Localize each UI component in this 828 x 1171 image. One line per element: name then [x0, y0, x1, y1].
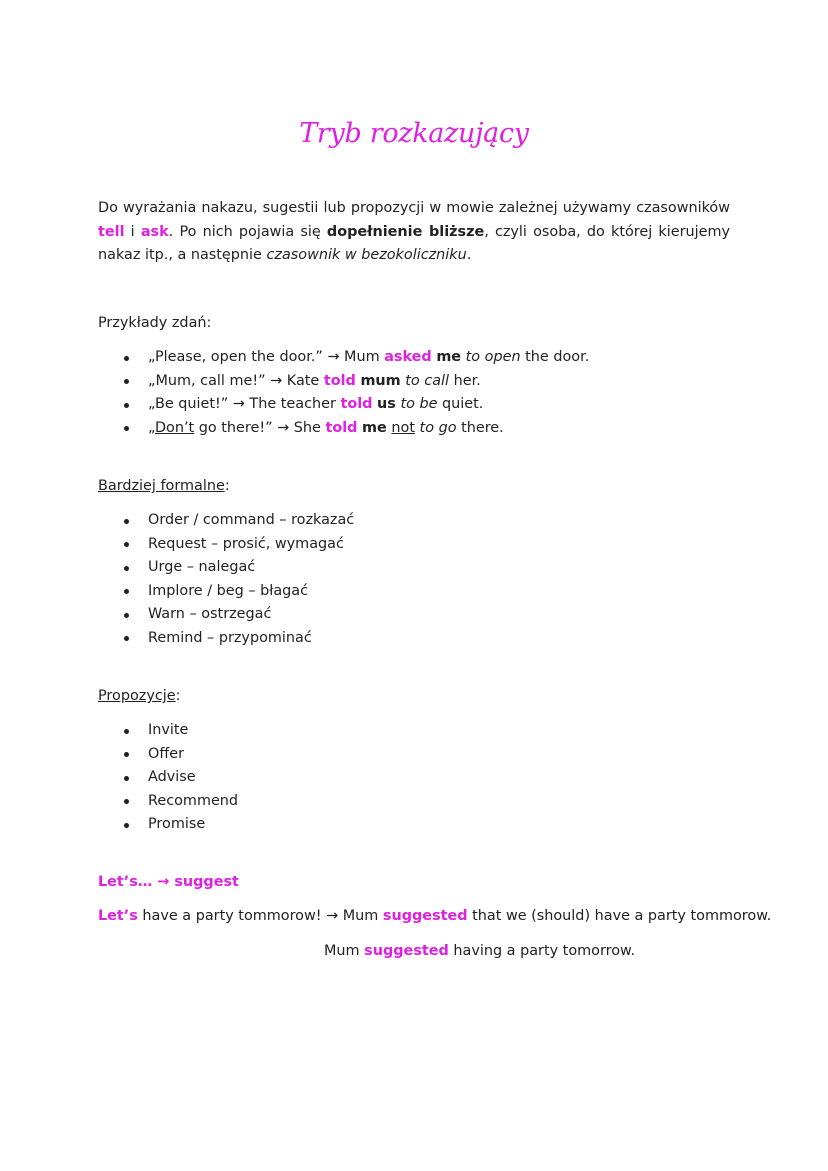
suggested-word: suggested	[364, 943, 449, 959]
infinitive-text: to open	[465, 349, 521, 365]
list-item: Promise	[98, 813, 738, 837]
subject-text: Mum	[339, 349, 385, 365]
arrow-icon: →	[327, 349, 340, 365]
page-title: Tryb rozkazujący	[299, 118, 529, 149]
object-word: me	[362, 419, 387, 436]
intro-text: i	[124, 223, 141, 240]
rest-text: quiet.	[437, 396, 484, 412]
arrow-icon: →	[277, 419, 290, 436]
list-item: Offer	[98, 743, 738, 767]
reporting-verb: told	[325, 419, 358, 436]
infinitive-text: to be	[400, 396, 438, 412]
list-item: Advise	[98, 766, 738, 790]
formal-heading-label: Bardziej formalne	[98, 478, 225, 494]
list-item: Urge – nalegać	[98, 556, 738, 580]
subject-text: She	[289, 419, 326, 436]
intro-text: . Po nich pojawia się	[168, 223, 327, 240]
direct-speech: have a party tommorow!	[137, 908, 327, 924]
keyword-tell: tell	[98, 223, 125, 240]
list-item: Invite	[98, 719, 738, 743]
subject-text: Mum	[338, 908, 383, 924]
lets-example-1	[98, 905, 771, 929]
subject-text: Kate	[282, 372, 324, 389]
reporting-verb: asked	[384, 349, 432, 365]
rest-text: having a party tomorrow.	[448, 943, 636, 959]
list-item	[98, 346, 738, 370]
intro-text: Do wyrażania nakazu, sugestii lub propozycji w mowie zależnej używamy czasowników	[98, 200, 730, 216]
keyword-ask: ask	[140, 223, 169, 240]
reporting-verb: told	[340, 396, 373, 412]
lets-heading-lets: Let’s…	[98, 874, 153, 890]
intro-text: , czyli osoba, do której kierujemy nakaz itp., a następnie	[98, 223, 730, 263]
examples-list	[98, 346, 738, 440]
object-word: me	[436, 349, 462, 365]
intro-paragraph	[98, 197, 730, 268]
proposals-list	[98, 719, 738, 837]
subject-text: Mum	[324, 943, 365, 959]
infinitive-text: to go	[419, 419, 457, 436]
colon: :	[175, 688, 181, 704]
rest-text: her.	[449, 372, 481, 389]
lets-heading	[98, 871, 239, 895]
list-item: Warn – ostrzegać	[98, 603, 738, 627]
infinitive-text: to call	[405, 372, 450, 389]
lets-heading-suggest: suggest	[174, 874, 239, 890]
formal-list	[98, 509, 738, 650]
list-item	[98, 417, 738, 441]
list-item: Implore / beg – błagać	[98, 580, 738, 604]
list-item	[98, 370, 738, 394]
rest-text: the door.	[520, 349, 590, 365]
quote-text: „Please, open the door.”	[148, 349, 328, 365]
list-item	[98, 393, 738, 417]
colon: :	[224, 478, 230, 494]
arrow-icon: →	[152, 874, 175, 890]
list-item: Recommend	[98, 790, 738, 814]
quote-text: go there!”	[194, 419, 278, 436]
proposals-heading	[98, 685, 180, 709]
subject-text: The teacher	[244, 396, 341, 412]
reporting-verb: told	[323, 372, 356, 389]
list-item: Request – prosić, wymagać	[98, 533, 738, 557]
arrow-icon: →	[270, 372, 283, 389]
rest-text: there.	[456, 419, 504, 436]
quote-text: „Be quiet!”	[148, 396, 233, 412]
suggested-word: suggested	[382, 908, 468, 924]
negation-word: not	[391, 419, 415, 436]
lets-word: Let’s	[98, 908, 138, 924]
rest-text: that we (should) have a party tommorow.	[467, 908, 772, 924]
quote-underlined: „Don’t	[148, 419, 195, 436]
quote-text: „Mum, call me!”	[148, 372, 271, 389]
list-item: Remind – przypominać	[98, 627, 738, 651]
list-item: Order / command – rozkazać	[98, 509, 738, 533]
examples-heading: Przykłady zdań:	[98, 315, 212, 331]
lets-example-2	[324, 940, 635, 964]
keyword-object: dopełnienie bliższe	[326, 223, 485, 240]
formal-heading	[98, 475, 230, 499]
keyword-infinitive: czasownik w bezokoliczniku	[266, 247, 467, 263]
object-word: us	[377, 396, 396, 412]
proposals-heading-label: Propozycje	[98, 688, 176, 704]
object-word: mum	[360, 372, 401, 389]
arrow-icon: →	[326, 908, 339, 924]
intro-text: .	[466, 247, 472, 263]
arrow-icon: →	[232, 396, 245, 412]
